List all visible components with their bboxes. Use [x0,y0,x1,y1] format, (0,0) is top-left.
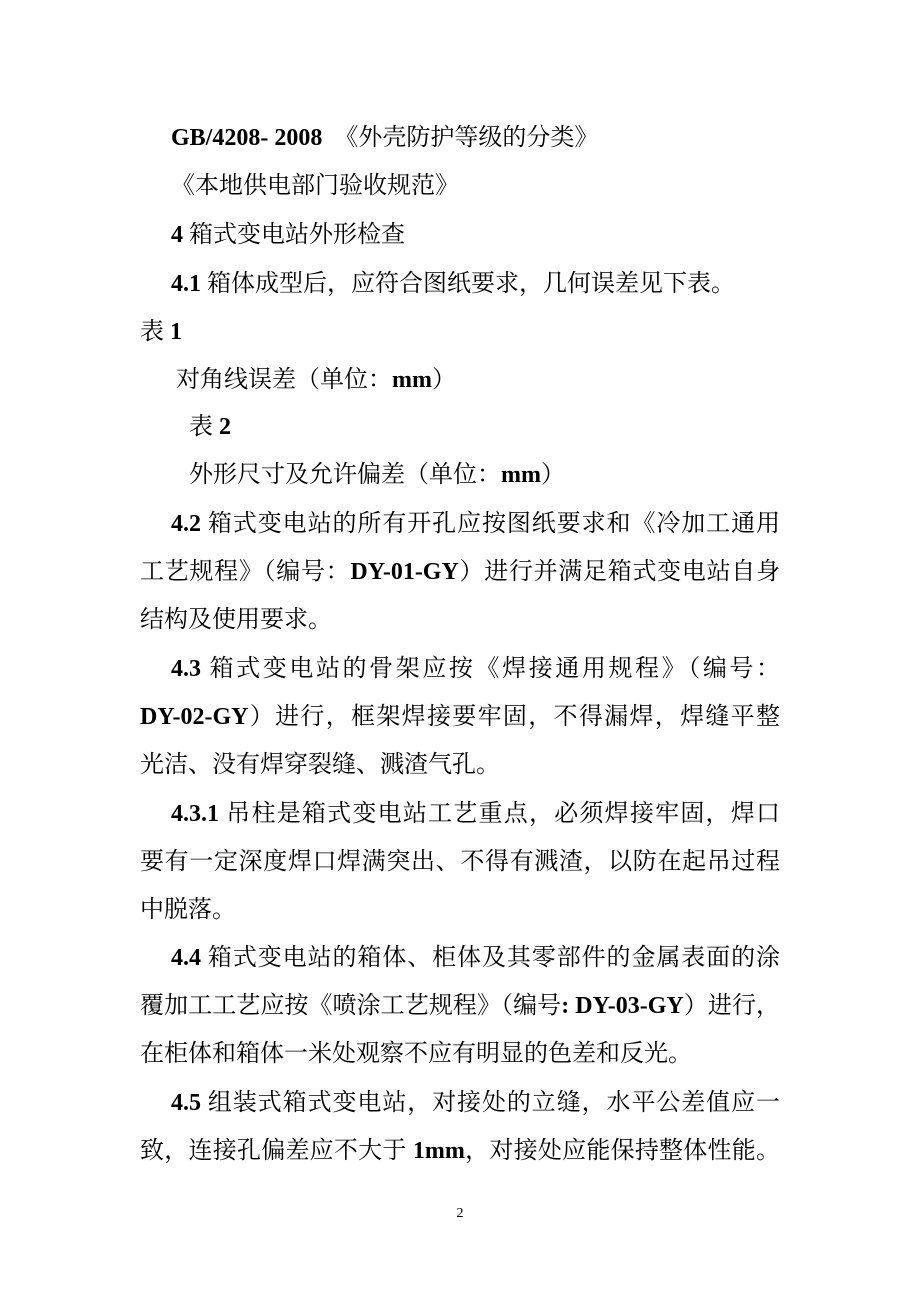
standard-reference-gb4208 [171,122,598,153]
paragraph-4-3-line-2 [140,701,780,732]
paragraph-4-3-1-line-3 [140,894,236,924]
line-text: DY-02-GY）进行，框架焊接要牢固，不得漏焊，焊缝平整 [140,702,780,730]
line-text: 《本地供电部门验收规范》 [171,171,459,199]
line-text: 在柜体和箱体一米处观察不应有明显的色差和反光。 [140,1039,692,1067]
paragraph-4-2-line-1 [171,508,780,539]
table-2-label [189,411,231,442]
table-2-caption [189,459,565,490]
paragraph-4-4-line-2 [140,990,780,1021]
paragraph-4-4-line-1 [171,942,780,973]
paragraph-4-3-line-1 [171,653,780,684]
line-text: 工艺规程》（编号：DY-01-GY）进行并满足箱式变电站自身 [140,557,780,585]
line-text: 4.3.1 吊柱是箱式变电站工艺重点，必须焊接牢固，焊口 [171,799,781,827]
line-text: 要有一定深度焊口焊满突出、不得有溅渣，以防在起吊过程 [140,847,780,875]
page-number: 2 [456,1206,464,1221]
line-text: 4.4 箱式变电站的箱体、柜体及其零部件的金属表面的涂 [171,943,781,971]
line-text: 4.2 箱式变电站的所有开孔应按图纸要求和《冷加工通用 [171,509,781,537]
paragraph-4-1 [171,268,735,299]
table-1-caption [176,364,456,395]
section-heading-4 [171,219,405,250]
line-text: 覆加工工艺应按《喷涂工艺规程》（编号: DY-03-GY）进行， [140,991,781,1019]
line-text: 对角线误差（单位：mm） [176,365,456,393]
paragraph-4-4-line-3 [140,1038,692,1068]
table-1-label [140,316,182,347]
line-text: 4.5 组装式箱式变电站，对接处的立缝，水平公差值应一 [171,1088,781,1116]
line-text: GB/4208- 2008 《外壳防护等级的分类》 [171,123,599,151]
paragraph-4-2-line-3 [140,604,332,634]
line-text: 4.3 箱式变电站的骨架应按《焊接通用规程》（编号： [171,654,781,682]
line-text: 光洁、没有焊穿裂缝、溅渣气孔。 [140,750,500,778]
paragraph-4-3-line-3 [140,749,500,779]
line-text: 表 2 [189,412,231,440]
paragraph-4-2-line-2 [140,556,780,587]
paragraph-4-3-1-line-1 [171,798,780,829]
line-text: 中脱落。 [140,895,236,923]
line-text: 4.1 箱体成型后，应符合图纸要求，几何误差见下表。 [171,269,735,297]
line-text: 致，连接孔偏差应不大于 1mm，对接处应能保持整体性能。 [140,1136,781,1164]
line-text: 4 箱式变电站外形检查 [171,220,405,248]
line-text: 表 1 [140,317,182,345]
standard-reference-local [171,170,459,200]
line-text: 结构及使用要求。 [140,605,332,633]
line-text: 外形尺寸及允许偏差（单位：mm） [189,460,565,488]
paragraph-4-5-line-2 [140,1135,780,1166]
paragraph-4-5-line-1 [171,1087,780,1118]
paragraph-4-3-1-line-2 [140,846,780,876]
